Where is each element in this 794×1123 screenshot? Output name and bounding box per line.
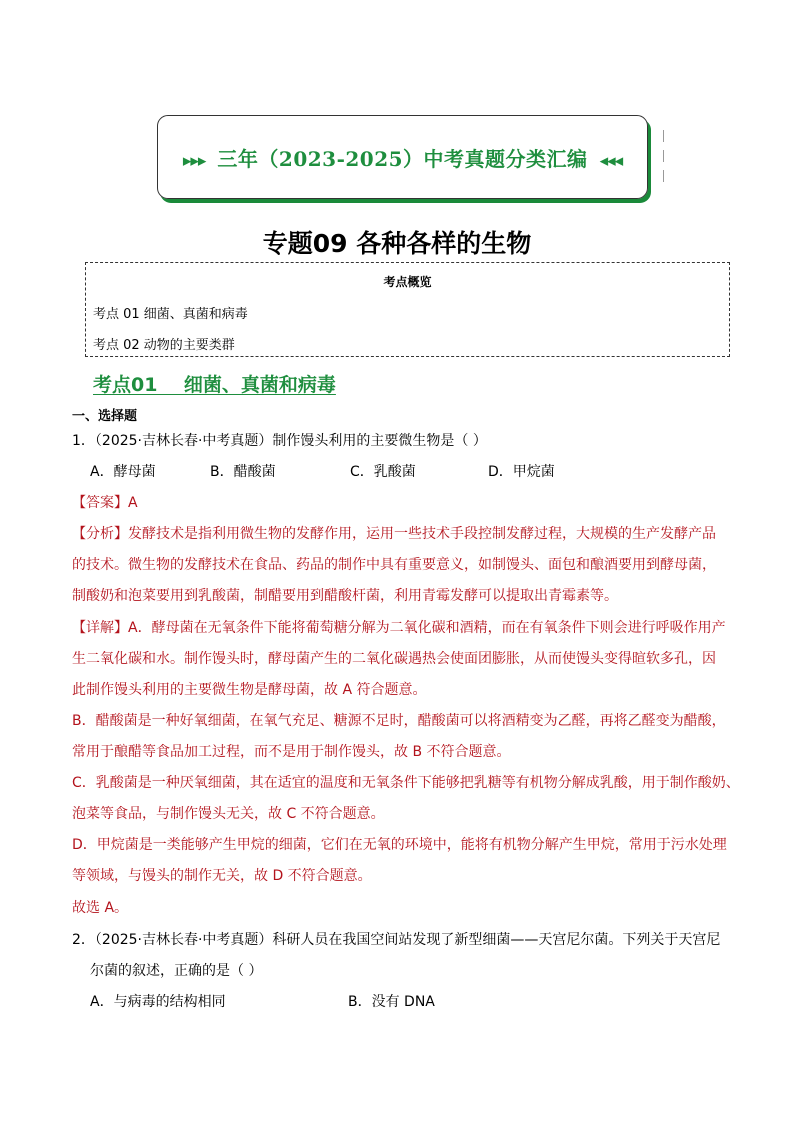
answer-label: 【答案】 bbox=[72, 495, 128, 511]
series-banner bbox=[157, 115, 648, 199]
q1-detail-line-4: B．醋酸菌是一种好氧细菌，在氧气充足、糖源不足时，醋酸菌可以将酒精变为乙醛，再将乙醛变为醋酸， bbox=[72, 713, 726, 729]
q1-analysis-line-3: 制酸奶和泡菜要用到乳酸菌，制醋要用到醋酸杆菌，利用青霉发酵可以提取出青霉素等。 bbox=[72, 588, 618, 604]
q1-option-c: C．乳酸菌 bbox=[350, 464, 416, 480]
section-heading: 考点01 细菌、真菌和病毒 bbox=[93, 374, 336, 396]
q2-stem-line-2: 尔菌的叙述，正确的是（ ） bbox=[90, 963, 263, 979]
q1-detail-line-9: 等领域，与馒头的制作无关，故 D 不符合题意。 bbox=[72, 868, 372, 884]
q1-detail-line-6: C．乳酸菌是一种厌氧细菌，其在适宜的温度和无氧条件下能够把乳糖等有机物分解成乳酸，用于制作酸奶、 bbox=[72, 775, 740, 791]
q1-detail-line-1: 【详解】A．酵母菌在无氧条件下能将葡萄糖分解为二氧化碳和酒精，而在有氧条件下则会进行呼吸作用产 bbox=[72, 620, 726, 636]
part-heading: 一、选择题 bbox=[72, 409, 138, 424]
overview-item-2: 考点 02 动物的主要类群 bbox=[93, 338, 235, 353]
page-title: 专题09 各种各样的生物 bbox=[262, 229, 532, 258]
overview-box bbox=[85, 262, 730, 357]
banner-title bbox=[183, 143, 622, 172]
arrows-left-icon: ▸▸▸ bbox=[182, 150, 206, 171]
q2-option-b: B．没有 DNA bbox=[348, 994, 435, 1010]
analysis-label: 【分析】 bbox=[72, 526, 128, 542]
q1-detail-line-7: 泡菜等食品，与制作馒头无关，故 C 不符合题意。 bbox=[72, 806, 385, 822]
q1-detail-line-5: 常用于酿醋等食品加工过程，而不是用于制作馒头，故 B 不符合题意。 bbox=[72, 744, 511, 760]
detail-label: 【详解】 bbox=[72, 620, 128, 636]
q1-analysis-line-2: 的技术。微生物的发酵技术在食品、药品的制作中具有重要意义，如制馒头、面包和酿酒要用到酵母菌， bbox=[72, 557, 716, 573]
arrows-right-icon: ◂◂◂ bbox=[599, 150, 623, 171]
banner-edge-decoration bbox=[663, 130, 665, 184]
q1-answer bbox=[72, 492, 138, 512]
answer-value: A bbox=[128, 495, 138, 511]
banner-text: 三年（2023-2025）中考真题分类汇编 bbox=[217, 146, 588, 171]
q1-option-d: D．甲烷菌 bbox=[488, 464, 555, 480]
overview-title: 考点概览 bbox=[383, 275, 432, 289]
q1-detail-line-3: 此制作馒头利用的主要微生物是酵母菌，故 A 符合题意。 bbox=[72, 682, 427, 698]
q2-option-a: A．与病毒的结构相同 bbox=[90, 994, 226, 1010]
q1-analysis-line-1: 【分析】发酵技术是指利用微生物的发酵作用，运用一些技术手段控制发酵过程，大规模的生产发酵产品 bbox=[72, 526, 716, 542]
q1-stem: 1．（2025·吉林长春·中考真题）制作馒头利用的主要微生物是（ ） bbox=[72, 433, 487, 449]
q1-detail-line-2: 生二氧化碳和水。制作馒头时，酵母菌产生的二氧化碳遇热会使面团膨胀，从而使馒头变得暄软多孔，因 bbox=[72, 651, 716, 667]
q1-option-a: A．酵母菌 bbox=[90, 464, 156, 480]
overview-item-1: 考点 01 细菌、真菌和病毒 bbox=[93, 307, 248, 322]
q2-stem-line-1: 2．（2025·吉林长春·中考真题）科研人员在我国空间站发现了新型细菌——天宫尼尔菌。下列关于天宫尼 bbox=[72, 932, 721, 948]
q1-option-b: B．醋酸菌 bbox=[210, 464, 276, 480]
q1-conclusion: 故选 A。 bbox=[72, 900, 129, 916]
q1-detail-line-8: D．甲烷菌是一类能够产生甲烷的细菌，它们在无氧的环境中，能将有机物分解产生甲烷，常用于污水处理 bbox=[72, 837, 727, 853]
